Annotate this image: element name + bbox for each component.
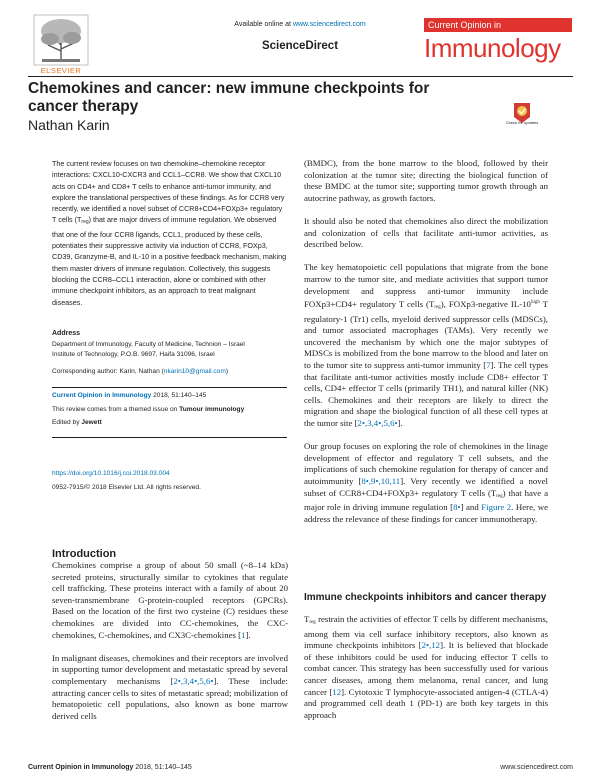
citation-rule-bottom xyxy=(52,437,287,438)
intro-paragraph-2: In malignant diseases, chemokines and their receptors are involved in supporting tumor development and metastatic spread by several complementary mechanisms [2•,3,4•,5,6•]. These include: attracting cancer cells to sites of metastatic spread; mobilization of hematopoietic cell populations, also known as bone marrow derived cells xyxy=(52,652,288,721)
available-online: Available online at www.sciencedirect.com xyxy=(234,21,366,28)
check-for-updates-icon[interactable] xyxy=(511,101,533,131)
footer-website[interactable]: www.sciencedirect.com xyxy=(500,764,573,771)
citation-rule xyxy=(52,387,287,388)
right-paragraph-4: Our group focuses on exploring the role of chemokines in the linage development of effector and regulatory T cell subsets, and the implications of such chemokine regulation for therapy of cancer and autoimmunity [8•,9•,10,11]. Very recently we identified a novel subset of CCR8+CD4+FOXp3+ regulatory T cells $(T_{reg})$ that have a major role in driving immune regulation [8•] and Figure 2. Here, we address the relevance of these findings for cancer immunotherapy. xyxy=(304,441,548,524)
ref-link[interactable]: 1 xyxy=(241,629,246,640)
address: Department of Immunology, Faculty of Medicine, Technion – Israel Institute of Technology, P.O.B. 9697, Haifa 31096, Israel xyxy=(52,341,245,358)
check-for-updates-label: Check for updates xyxy=(505,120,539,125)
right-paragraph-3: The key hematopoietic cell populations that migrate from the bone marrow to the tumor site, and mediate activities that support tumor development and suppress anti-tumor immunity include FOXp3+CD4+ regulatory T cells $(T_{reg})$, FOXp3-negative $IL-10^{high}$ T regulatory-1 (Tr1) cells, myeloid derived suppressor cells (MDSCs), and tumor associated macrophages (TAMs). Very recently we uncovered the mechanism by which one the major subtypes of MDSCs is mobilized from the bone marrow to the blood and later on to the tumor site to suppress anti-tumor immunity [7]. The cell types that facilitate anti-tumor activities mostly include CD8+ effector T cells, CD4+ effector T cells (primarily TH1), and natural killer (NK) cells. Chemokines and their receptors are likely to direct the migration and shape the biological function of all these cell types at the tumor site [2•,3,4•,5,6•]. xyxy=(304,262,548,428)
right-column-body xyxy=(304,158,548,537)
right-paragraph-2: It should also be noted that chemokines also direct the mobilization and colonization of cells that facilitate anti-tumor activities, as described below. xyxy=(304,215,548,250)
journal-banner: Current Opinion in xyxy=(424,18,572,32)
address-label: Address xyxy=(52,330,81,337)
ref-link[interactable]: 8•,9•,10,11 xyxy=(361,475,401,486)
doi-link[interactable]: https://doi.org/10.1016/j.coi.2018.03.004 xyxy=(52,470,170,477)
introduction-heading: Introduction xyxy=(52,548,117,560)
elsevier-wordmark: ELSEVIER xyxy=(40,66,82,75)
citation-journal: Current Opinion in Immunology xyxy=(52,392,152,399)
corresponding-author: Corresponding author: Karin, Nathan (nkarin10@gmail.com) xyxy=(52,368,229,375)
immune-checkpoints-heading: Immune checkpoints inhibitors and cancer therapy xyxy=(304,592,547,603)
immune-checkpoints-body xyxy=(304,614,548,733)
citation-block: Current Opinion in Immunology 2018, 51:140–145 This review comes from a themed issue on Tumour immunology Edited by Jewett xyxy=(52,392,245,426)
ref-link[interactable]: 2•,12 xyxy=(421,640,441,651)
journal-name: Immunology xyxy=(424,33,561,63)
figure-link[interactable]: Figure 2 xyxy=(481,502,512,513)
footer-journal: Current Opinion in Immunology 2018, 51:140–145 xyxy=(28,764,192,771)
introduction-body xyxy=(52,560,288,734)
editor-name: Jewett xyxy=(81,419,102,426)
ref-link[interactable]: 12 xyxy=(332,686,342,697)
abstract: The current review focuses on two chemokine–chemokine receptor interactions: CXCL10-CXCR3 and CCL1–CCR8. We show that CXCL10 acts on CD4+ and CD8+ T cells to enhance anti-tumor immunity, and explore the translational perspectives of these findings. As for CCR8 very recently, we identified a novel subset of CCR8+CD4+FOXp3+ regulatory T cells $(T_{reg})$ that are major drivers of immune regulation. We observed that one of the four CCR8 ligands, CCL1, produced by these cells, potentiates their suppressive activity via induction of CCR8, FOXp3, CD39, Granzyme-B, and IL-10 in a positive feedback mechanism, making them master drivers of immune regulation. Collectively, this suggests blocking the CCR8–CCL1 interaction, alone or combined with other immune checkpoint inhibitors, as an approach to treat malignant diseases. xyxy=(52,159,287,307)
article-title: Chemokines and cancer: new immune checkpoints for cancer therapy xyxy=(28,80,430,115)
sciencedirect-title: ScienceDirect xyxy=(261,40,339,52)
right-paragraph-1: (BMDC), from the bone marrow to the blood, followed by their colonization at the tumor site; directing the biological function of these BMDC at the tumor site; supporting tumor growth through an autocrine pathway, as growth factors. xyxy=(304,158,548,203)
right-paragraph-5: $T_{reg}$ restrain the activities of effector T cells by different mechanisms, among them via cell surface inhibitory receptors, also known as immune checkpoints inhibitors [2•,12]. It is believed that blockade of these inhibitors could be used for inducing effector T cells to combat cancer. This strategy has been successfully used for various cancer diseases, among them melanoma, renal cancer, and lung cancer [12]. Cytotoxic T lymphocyte-associated antigen-4 (CTLA-4) and programmed cell death 1 (PD-1) are both key targets in this approach xyxy=(304,614,548,720)
article-author: Nathan Karin xyxy=(28,117,110,133)
ref-link[interactable]: 2•,3,4•,5,6• xyxy=(357,417,398,428)
ref-link[interactable]: 8• xyxy=(453,502,461,513)
theme-name: Tumour immunology xyxy=(179,405,245,413)
intro-paragraph-1: Chemokines comprise a group of about 50 small (~8–14 kDa) secreted proteins, structurally similar to cytokines that regulate cell trafficking. These proteins interact with a family of about 20 seven-transmembrane G-protein-coupled receptors (GPCRs). Based on the location of the first two cysteine (C) residues these chemokines are divided into CC-chemokines, the CXC-chemokines, C-chemokines, and CX3C-chemokines [1]. xyxy=(52,560,288,640)
ref-link[interactable]: 7 xyxy=(486,360,491,371)
ref-link[interactable]: 2•,3,4•,5,6• xyxy=(173,675,214,686)
header-rule xyxy=(28,76,573,77)
copyright: 0952-7915/© 2018 Elsevier Ltd. All rights reserved. xyxy=(52,484,201,491)
sciencedirect-link[interactable]: www.sciencedirect.com xyxy=(292,21,366,28)
author-email-link[interactable]: nkarin10@gmail.com xyxy=(163,368,226,375)
